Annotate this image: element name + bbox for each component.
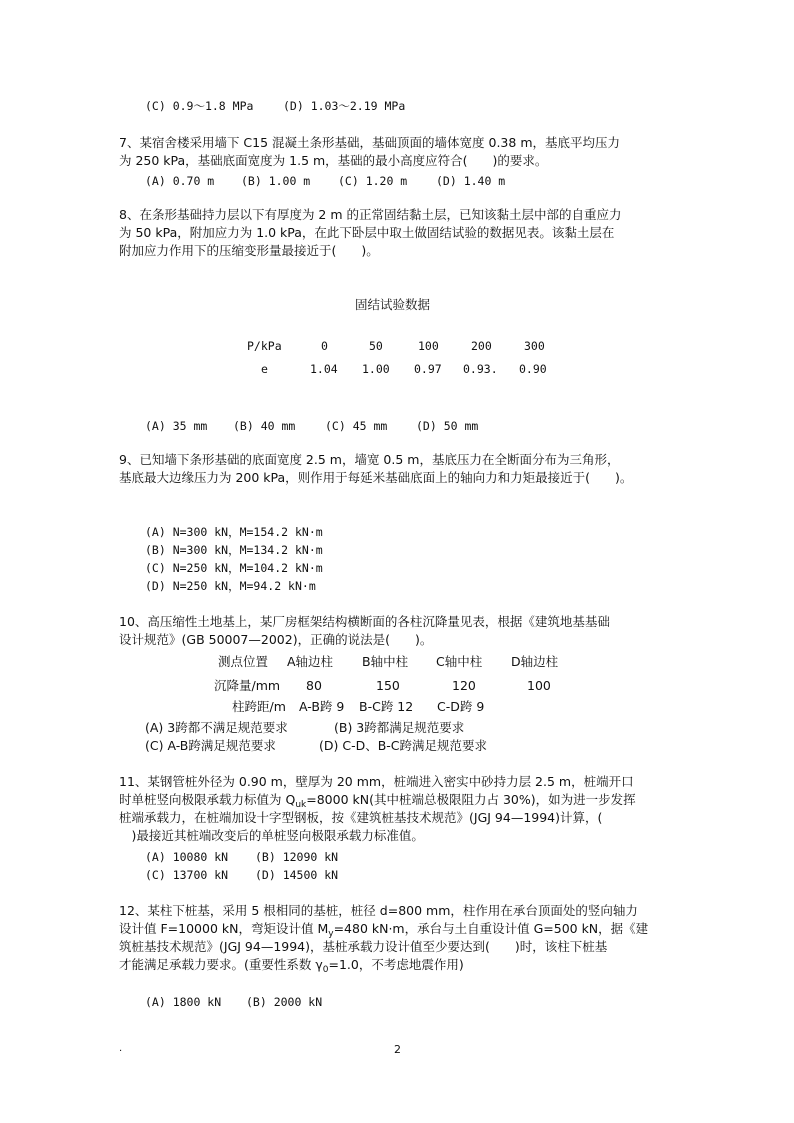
q12-option-b: (B) 2000 kN <box>246 995 323 1009</box>
q8-option-b: (B) 40 mm <box>233 419 296 433</box>
q10-row2-cell: 80 <box>306 678 322 693</box>
table-title: 固结试验数据 <box>355 297 431 312</box>
q12-option-a: (A) 1800 kN <box>145 995 222 1009</box>
q10-row2-cell: 150 <box>376 678 400 693</box>
q8-option-a: (A) 35 mm <box>145 419 208 433</box>
q7-line2: 为 250 kPa，基础底面宽度为 1.5 m，基础的最小高度应符合( )的要求。 <box>119 153 548 168</box>
q8-line3: 附加应力作用下的压缩变形量最接近于( )。 <box>119 243 379 258</box>
q12-line4-text: 才能满足承载力要求。(重要性系数 γ <box>119 957 323 972</box>
q10-row3-cell: A-B跨 9 <box>299 699 345 714</box>
table-header-p: P/kPa <box>247 339 282 353</box>
table-cell: 0 <box>321 339 328 353</box>
table-cell: 300 <box>524 339 545 353</box>
q12-subscript: 0 <box>322 965 329 975</box>
q7-option-a: (A) 0.70 m <box>145 174 215 188</box>
table-cell: 1.00 <box>362 362 390 376</box>
q9-option-b: (B) N=300 kN，M=134.2 kN·m <box>145 543 323 557</box>
q11-option-a: (A) 10080 kN <box>145 850 229 864</box>
q12-line1: 12、某柱下桩基，采用 5 根相同的基桩，桩径 d=800 mm，柱作用在承台顶面处的竖向轴力 <box>119 903 638 918</box>
q9-option-c: (C) N=250 kN，M=104.2 kN·m <box>145 561 323 575</box>
q8-option-d: (D) 50 mm <box>416 419 479 433</box>
q10-row2-cell: 100 <box>527 678 551 693</box>
q7-line1: 7、某宿舍楼采用墙下 C15 混凝土条形基础，基础顶面的墙体宽度 0.38 m，基底平均压力 <box>119 135 620 150</box>
q11-option-b: (B) 12090 kN <box>255 850 339 864</box>
q10-row3-cell: C-D跨 9 <box>437 699 485 714</box>
q10-option-a: (A) 3跨都不满足规范要求 <box>145 720 288 735</box>
footer-dot: . <box>119 1043 123 1054</box>
table-cell: 0.93. <box>463 362 498 376</box>
table-cell: 0.90 <box>519 362 547 376</box>
option-c: (C) 0.9～1.8 MPa <box>145 99 254 113</box>
q10-row3-label: 柱跨距/m <box>232 699 286 714</box>
q10-row1-cell: A轴边柱 <box>287 654 334 669</box>
q7-option-d: (D) 1.40 m <box>436 174 506 188</box>
q11-line3: 桩端承载力，在桩端加设十字型钢板，按《建筑桩基技术规范》(JGJ 94—1994)计算，( <box>119 810 603 825</box>
q12-line2-text: =480 kN·m，承台与土自重设计值 G=500 kN，据《建 <box>333 921 649 936</box>
q11-line1: 11、某钢管桩外径为 0.90 m，壁厚为 20 mm，桩端进入密实中砂持力层 2.5 m，桩端开口 <box>119 774 634 789</box>
q8-line1: 8、在条形基础持力层以下有厚度为 2 m 的正常固结黏土层，已知该黏土层中部的自重应力 <box>119 207 622 222</box>
q12-subscript: y <box>328 929 334 939</box>
q9-option-d: (D) N=250 kN，M=94.2 kN·m <box>145 579 316 593</box>
table-cell: 200 <box>471 339 492 353</box>
q10-line1: 10、高压缩性土地基上，某厂房框架结构横断面的各柱沉降量见表，根据《建筑地基基础 <box>119 614 610 629</box>
q11-option-d: (D) 14500 kN <box>255 868 339 882</box>
q10-row2-cell: 120 <box>452 678 476 693</box>
q10-row3-cell: B-C跨 12 <box>359 699 414 714</box>
q11-line2-text: 时单桩竖向极限承载力标值为 Q <box>119 792 296 807</box>
q12-line4-text: =1.0，不考虑地震作用) <box>328 957 464 972</box>
q7-option-b: (B) 1.00 m <box>241 174 311 188</box>
q12-line4 <box>119 956 464 979</box>
table-header-e: e <box>261 362 268 376</box>
q11-line4: )最接近其桩端改变后的单桩竖向极限承载力标准值。 <box>119 828 424 843</box>
q7-option-c: (C) 1.20 m <box>338 174 408 188</box>
q10-row1-cell: C轴中柱 <box>436 654 483 669</box>
table-cell: 1.04 <box>310 362 338 376</box>
q8-line2: 为 50 kPa，附加应力为 1.0 kPa，在此下卧层中取土做固结试验的数据见表。该黏土层在 <box>119 225 615 240</box>
table-cell: 50 <box>369 339 383 353</box>
q10-option-c: (C) A-B跨满足规范要求 <box>145 738 276 753</box>
q12-line3: 筑桩基技术规范》(JGJ 94—1994)，基桩承载力设计值至少要达到( )时，该柱下桩基 <box>119 939 608 954</box>
q8-option-c: (C) 45 mm <box>325 419 388 433</box>
q12-line2-text: 设计值 F=10000 kN，弯矩设计值 M <box>119 921 329 936</box>
q9-line1: 9、已知墙下条形基础的底面宽度 2.5 m，墙宽 0.5 m，基底压力在全断面分布为三角形， <box>119 452 620 467</box>
q11-option-c: (C) 13700 kN <box>145 868 229 882</box>
option-d: (D) 1.03～2.19 MPa <box>283 99 406 113</box>
q10-option-b: (B) 3跨都满足规范要求 <box>334 720 465 735</box>
q9-option-a: (A) N=300 kN，M=154.2 kN·m <box>145 525 323 539</box>
page-number: 2 <box>394 1043 401 1056</box>
q11-subscript: uk <box>295 800 307 810</box>
q11-line2-text: =8000 kN(其中桩端总极限阻力占 30%)，如为进一步发挥 <box>306 792 636 807</box>
q10-row1-label: 测点位置 <box>218 654 269 669</box>
q10-row1-cell: D轴边柱 <box>511 654 559 669</box>
q10-line2: 设计规范》(GB 50007—2002)，正确的说法是( )。 <box>119 632 433 647</box>
q10-row2-label: 沉降量/mm <box>214 678 281 693</box>
table-cell: 0.97 <box>414 362 442 376</box>
table-cell: 100 <box>418 339 439 353</box>
q10-row1-cell: B轴中柱 <box>362 654 409 669</box>
q9-line2: 基底最大边缘压力为 200 kPa，则作用于每延米基础底面上的轴向力和力矩最接近于( )。 <box>119 470 633 485</box>
q10-option-d: (D) C-D、B-C跨满足规范要求 <box>319 738 488 753</box>
